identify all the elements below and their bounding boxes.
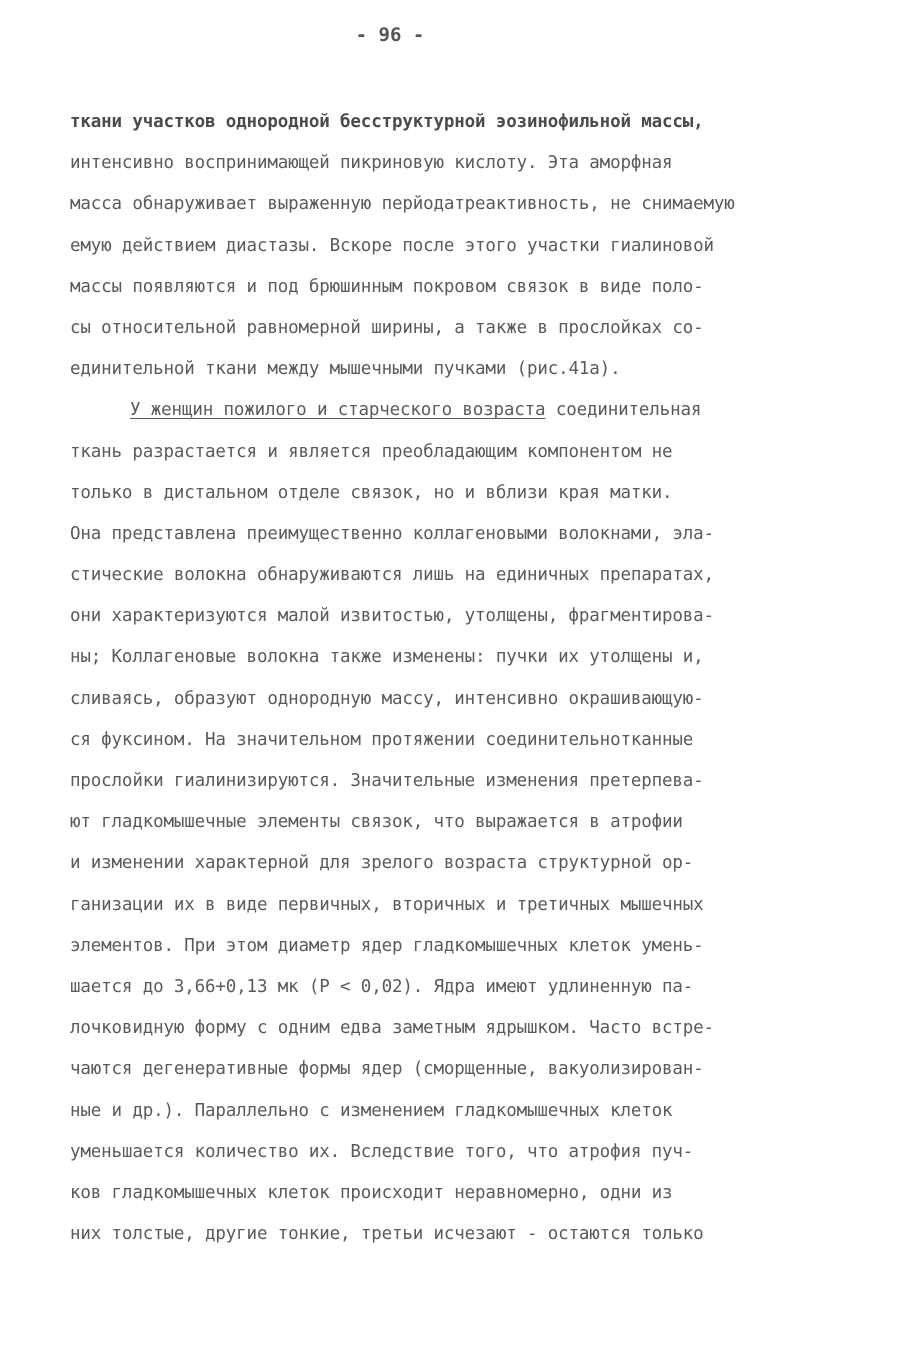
- text-line: интенсивно воспринимающей пикриновую кислоту. Эта аморфная: [70, 153, 673, 174]
- text-line: [70, 390, 850, 431]
- text-line: ны; Коллагеновые волокна также изменены: пучки их утолщены и,: [70, 647, 704, 668]
- text-line: прослойки гиалинизируются. Значительные изменения претерпева-: [70, 771, 704, 791]
- text-line: они характеризуются малой извитостью, утолщены, фрагментирова-: [70, 606, 714, 627]
- text-line: ные и др.). Параллельно с изменением гладкомышечных клеток: [70, 1100, 673, 1121]
- text-line: них толстые, другие тонкие, третьи исчезают - остаются только: [70, 1224, 704, 1245]
- text-line: сы относительной равномерной ширины, а также в прослойках со-: [70, 317, 704, 338]
- text-line: лочковидную форму с одним едва заметным ядрышком. Часто встре-: [70, 1018, 714, 1039]
- text-line: масса обнаруживает выраженную перйодатреактивность, не снимаемую: [70, 194, 735, 215]
- text-line: ют гладкомышечные элементы связок, что выражается в атрофии: [70, 812, 683, 833]
- text-line: шается до 3,66+0,13 мк (P < 0,02). Ядра имеют удлиненную па-: [70, 976, 694, 997]
- text-line: и изменении характерной для зрелого возраста структурной ор-: [70, 853, 694, 874]
- underlined-lead: У женщин пожилого и старческого возраста: [130, 400, 546, 421]
- text-line: ткань разрастается и является преобладающим компонентом не: [70, 441, 673, 462]
- text-line: ся фуксином. На значительном протяжении соединительнотканные: [70, 729, 694, 750]
- text-line: массы появляются и под брюшинным покровом связок в виде поло-: [70, 276, 704, 297]
- text-line: уменьшается количество их. Вследствие того, что атрофия пуч-: [70, 1141, 694, 1162]
- text-line: сливаясь, образуют однородную массу, интенсивно окрашивающую-: [70, 688, 704, 709]
- text-line: элементов. При этом диаметр ядер гладкомышечных клеток умень-: [70, 935, 704, 956]
- text-line: ткани участков однородной бесструктурной эозинофильной массы,: [70, 112, 704, 132]
- paragraph-1: [70, 102, 850, 390]
- text-line: ганизации их в виде первичных, вторичных и третичных мышечных: [70, 894, 704, 915]
- text-line: емую действием диастазы. Вскоре после этого участки гиалиновой: [70, 235, 714, 256]
- paragraph-2: [70, 390, 850, 1255]
- text-line: ков гладкомышечных клеток происходит неравномерно, одни из: [70, 1182, 673, 1203]
- page-number: - 96 -: [355, 24, 425, 46]
- text-line: единительной ткани между мышечными пучками (рис.41а).: [70, 359, 621, 380]
- text-line: Она представлена преимущественно коллагеновыми волокнами, эла-: [70, 523, 714, 544]
- text-line: чаются дегенеративные формы ядер (сморщенные, вакуолизирован-: [70, 1059, 704, 1080]
- text-line: только в дистальном отделе связок, но и вблизи края матки.: [70, 482, 673, 503]
- body-text: [70, 102, 850, 1255]
- text-line: стические волокна обнаруживаются лишь на единичных препаратах,: [70, 565, 714, 586]
- first-line-rest: соединительная: [545, 400, 702, 421]
